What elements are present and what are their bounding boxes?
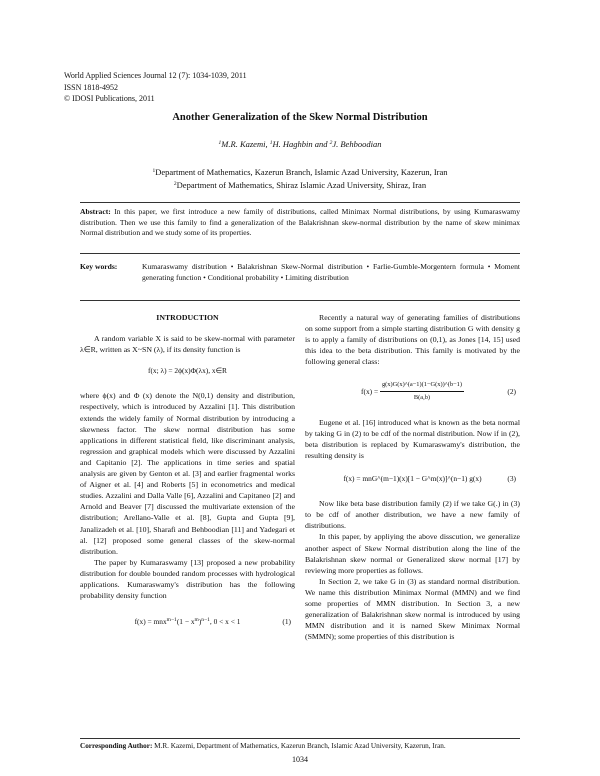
keywords-label: Key words: xyxy=(80,262,118,271)
equation-3-number: (3) xyxy=(507,474,516,484)
equation-2-number: (2) xyxy=(507,386,516,396)
author-3-sup: 2 xyxy=(329,140,333,146)
equation-3-text: f(x) = mnG^(m−1)(x)[1 − G^m(x)]^(n−1) g(x) xyxy=(343,474,482,484)
affiliation-1-text: Department of Mathematics, Kazerun Branch, Islamic Azad University, Kazerun, Iran xyxy=(155,167,448,177)
equation-3 xyxy=(305,473,520,484)
affiliation-2-text: Department of Mathematics, Shiraz Islamic Azad University, Shiraz, Iran xyxy=(176,179,427,190)
equation-skew-normal-text: f(x; λ) = 2ϕ(x)Φ(λx), x∈R xyxy=(148,366,227,376)
author-1-name: M.R. Kazemi, xyxy=(221,139,268,149)
affiliation-2 xyxy=(0,179,600,192)
intro-paragraph-2: where ϕ(x) and Φ (x) denote the N(0,1) density and distribution, respectively, which is introduced by Azzalini [1]. This distribution extends the widely family of Normal distribution by introducing a skewness factor. The skew normal distribution has some applications in different statistical field, like discriminant analysis, regression and graphical models which were discussed by Azzalini and Capitanio [2]. The applications in time series and spatial analysis are given by Genton et al. [3] and earlier fragmental works of Aigner et al. [4] and Roberts [5] in econometrics and medical studies. Azzalini and Dalla Valle [6], Azzalini and Capitaneo [2] and Arnold and Beaver [7] discussed the multivariate extension of the distribution; Arellano-Valle et al. [8], Gupta and Gupta [9], Janalizadeh et al. [10], Sharafi and Behboodian [11] and Yadegari et al. [12] proposed some general classes of the skew-normal distribution. xyxy=(80,391,295,556)
eq1-lhs: f(x) = mnx xyxy=(134,617,167,627)
abstract xyxy=(80,207,520,239)
affiliation-1 xyxy=(0,166,600,179)
page-number: 1034 xyxy=(292,755,308,764)
equation-2 xyxy=(305,379,520,402)
equation-1 xyxy=(80,615,295,627)
eq1-exp1: m−1 xyxy=(166,617,177,624)
journal-citation: World Applied Sciences Journal 12 (7): 1034-1039, 2011 xyxy=(64,71,247,80)
left-column xyxy=(80,312,295,627)
right-column xyxy=(305,312,520,642)
keywords-bottom-rule xyxy=(80,300,520,301)
section-title-introduction: INTRODUCTION xyxy=(156,313,219,322)
keywords-text: Kumaraswamy distribution • Balakrishnan Skew-Normal distribution • Farlie-Gumble-Morgentern formula • Moment generating function • Conditional probability • Limiting distribution xyxy=(142,262,520,282)
journal-copyright: © IDOSI Publications, 2011 xyxy=(64,94,155,103)
eq1-tail: , 0 < x < 1 xyxy=(209,617,241,627)
equation-2-fraction xyxy=(380,379,464,402)
equation-2-numerator: g(x)G(x)^(a−1)(1−G(x))^(b−1) xyxy=(380,379,464,391)
eq1-exp2: m xyxy=(194,617,199,624)
intro-paragraph-1: A random variable X is said to be skew-normal with parameter λ∈R, written as X~SN (λ), if its density function is xyxy=(80,334,295,355)
right-paragraph-3: Now like beta base distribution family (2) if we take G(.) in (3) to be cdf of another distribution, we have a new family of distributions. xyxy=(305,499,520,531)
affiliation-list xyxy=(0,166,600,191)
abstract-text: In this paper, we first introduce a new family of distributions, called Minimax Normal distributions, by using Kumaraswamy distribution. Then we use this family to find a generalization of the Balakrishnan skew-normal distribution by the name of skew minimax Normal distribution and we study some of its properties. xyxy=(80,207,520,237)
corresponding-author-label: Corresponding Author: xyxy=(80,742,153,750)
author-2-name: H. Haghbin and xyxy=(272,139,328,149)
eq1-mid: (1 − x xyxy=(176,617,195,627)
affiliation-1-sup: 1 xyxy=(152,168,156,174)
equation-2-denominator: B(a,b) xyxy=(413,393,431,401)
journal-header xyxy=(64,70,247,105)
footer-rule xyxy=(80,738,520,739)
paper-title: Another Generalization of the Skew Normal Distribution xyxy=(172,112,428,123)
right-paragraph-4: In this paper, by appliying the above disscution, we generalize another aspect of Skew Normal distribution along the line of the Balakrishnan skew normal or Generalized skew normal [17] by reviewing more properties as follows. xyxy=(305,532,520,575)
corresponding-author xyxy=(80,741,520,751)
affiliation-2-sup: 2 xyxy=(173,180,177,187)
author-2-sup: 1 xyxy=(269,140,273,146)
right-paragraph-2: Eugene et al. [16] introduced what is known as the beta normal by taking G in (2) to be cdf of the normal distribution. Now if in (2), beta distribution is replaced by Kumaraswamy's distribution, the resulting density is xyxy=(305,417,520,460)
journal-issn: ISSN 1818-4952 xyxy=(64,82,119,92)
author-list xyxy=(0,139,600,149)
right-paragraph-5: In Section 2, we take G in (3) as standard normal distribution. We name this distribution Minimax Normal (MMN) and we find some properties of MMN distribution. In Section 3, a new generalization of Balakrishnan skew normal is introduced by using MMN distribution and it is named Skew Minimax Normal (SMMN); some properties of this distribution is xyxy=(305,576,520,642)
author-1-sup: 1 xyxy=(218,140,222,146)
equation-1-number: (1) xyxy=(282,616,291,626)
eq1-exp3: n−1 xyxy=(201,617,210,624)
equation-skew-normal xyxy=(80,365,295,376)
equation-2-lhs: f(x) = xyxy=(361,386,379,396)
right-paragraph-1: Recently a natural way of generating families of distributions on some support from a simple starting distribution G with density g is to apply a family of distributions on (0,1), as Jones [14, 15] used this idea to the beta distribution. This family is motivated by the following general class: xyxy=(305,313,520,367)
abstract-bottom-rule xyxy=(80,253,520,254)
abstract-top-rule xyxy=(80,202,520,203)
corresponding-author-text: M.R. Kazemi, Department of Mathematics, Kazerun Branch, Islamic Azad University, Kazerun, Iran. xyxy=(154,742,446,750)
eq1-close: ) xyxy=(198,617,202,627)
author-3-name: J. Behboodian xyxy=(332,139,382,149)
intro-paragraph-3: The paper by Kumaraswamy [13] proposed a new probability distribution for double bounded random processes with hydrological applications. Kumaraswamy's distribution has the following probability density function xyxy=(80,557,295,601)
equation-1-body xyxy=(135,615,241,627)
abstract-label: Abstract: xyxy=(80,207,111,216)
